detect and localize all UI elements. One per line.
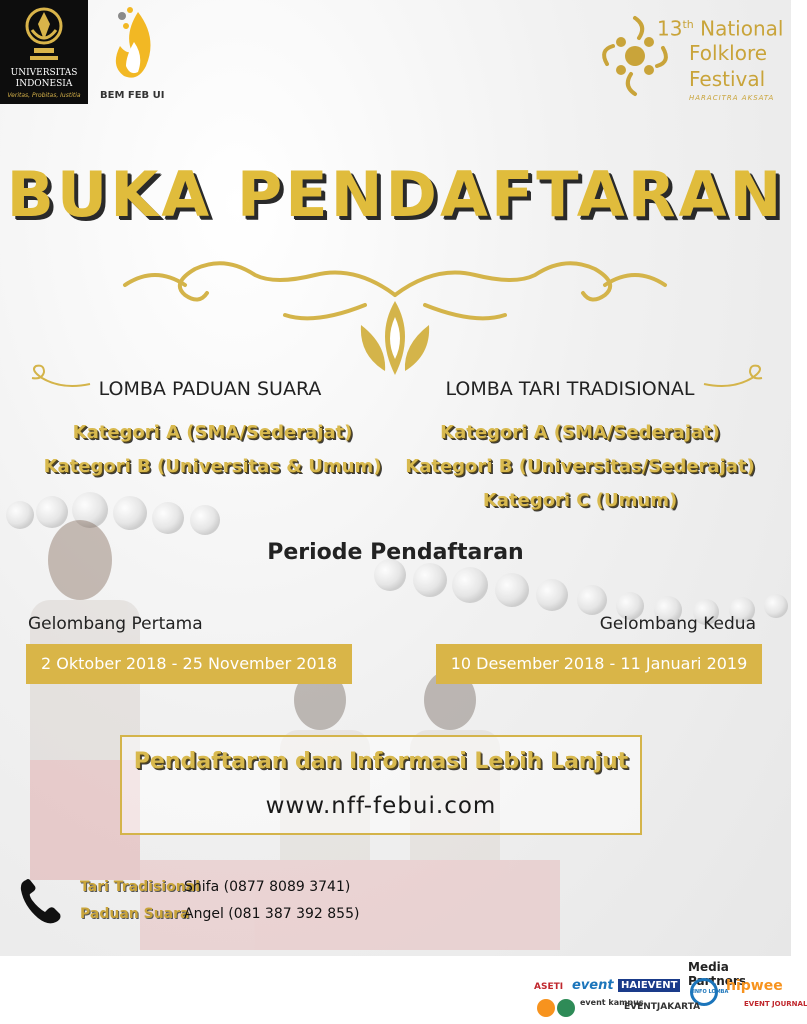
contact-2-category: Paduan Suara (80, 906, 190, 922)
media-partner-eventjakarta: EVENTJAKARTA (624, 1002, 701, 1012)
choir-category-b: Kategori B (Universitas & Umum) (43, 456, 382, 477)
info-title: Pendaftaran dan Informasi Lebih Lanjut (133, 749, 629, 774)
info-box (120, 735, 642, 835)
universitas-indonesia-logo (0, 0, 88, 104)
media-partner-marks (536, 996, 576, 1020)
contact-1-category: Tari Tradisional (80, 879, 200, 895)
media-partner-event: event (572, 978, 614, 993)
media-partner-aseti: ASETI (534, 982, 564, 992)
university-name-line2: INDONESIA (15, 79, 73, 89)
choir-category-a: Kategori A (SMA/Sederajat) (72, 422, 353, 443)
dance-category-a: Kategori A (SMA/Sederajat) (440, 422, 720, 443)
flame-icon (104, 2, 168, 90)
festival-word-folklore: Folklore (689, 41, 768, 65)
makara-emblem-icon (20, 4, 68, 66)
festival-tagline: HARACITRA AKSATA (689, 94, 775, 102)
wave-1-label: Gelombang Pertama (28, 614, 203, 634)
website-link[interactable]: www.nff-febui.com (265, 793, 497, 819)
university-motto: Veritas, Probitas, Iustitia (7, 92, 81, 99)
competition-dance-title: LOMBA TARI TRADISIONAL (445, 378, 695, 400)
media-partner-eventjournal: EVENT JOURNAL (744, 1000, 807, 1008)
bem-feb-ui-logo (96, 2, 176, 106)
national-folklore-festival-logo (585, 4, 785, 110)
bem-label: BEM FEB UI (100, 90, 165, 101)
festival-word-festival: Festival (689, 67, 766, 91)
festival-edition: 13th National (657, 16, 784, 41)
phone-icon (16, 876, 66, 926)
contact-1-person: Shifa (0877 8089 3741) (184, 879, 351, 895)
media-partner-infolomba: INFO LOMBA (690, 978, 718, 1006)
media-partner-hipwee: hipwee (726, 978, 783, 994)
wave-2-label: Gelombang Kedua (599, 614, 756, 634)
media-partner-eventkampus: event kampus (580, 998, 644, 1007)
contact-2-person: Angel (081 387 392 855) (184, 906, 360, 922)
headline: BUKA PENDAFTARAN (6, 158, 785, 231)
dance-category-b: Kategori B (Universitas/Sederajat) (405, 456, 755, 477)
wave-1-dates: 2 Oktober 2018 - 25 November 2018 (26, 644, 352, 684)
ornament-divider (115, 255, 675, 385)
university-name-line1: UNIVERSITAS (10, 68, 78, 78)
dance-category-c: Kategori C (Umum) (482, 490, 678, 511)
period-title: Periode Pendaftaran (267, 540, 524, 565)
media-partner-haievent: HAIEVENT (618, 979, 680, 992)
competition-choir-title: LOMBA PADUAN SUARA (98, 378, 322, 400)
media-partners-label: Media Partners (688, 960, 746, 988)
wave-2-dates: 10 Desember 2018 - 11 Januari 2019 (436, 644, 762, 684)
